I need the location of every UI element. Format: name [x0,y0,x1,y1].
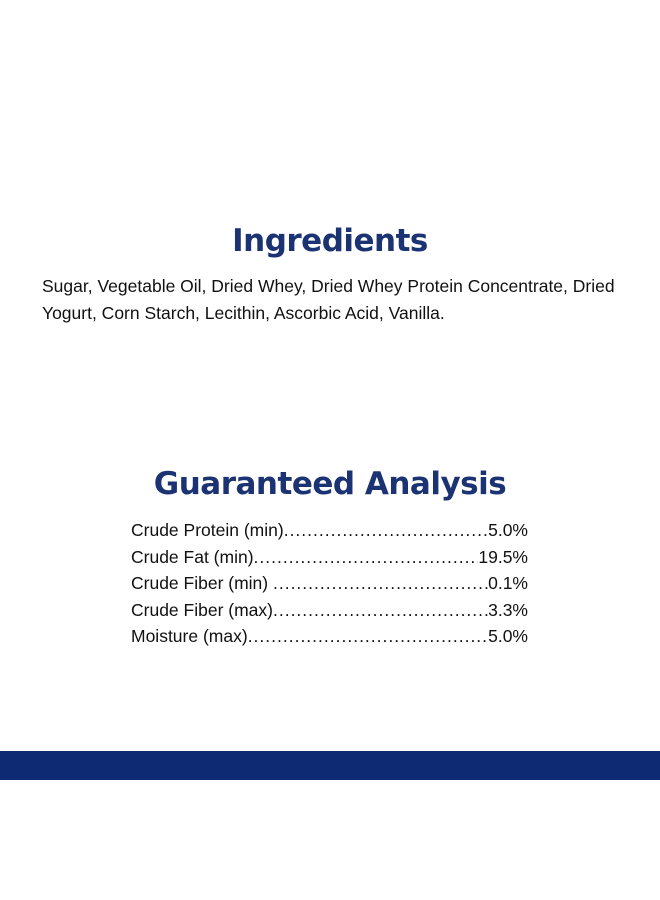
analysis-row-label: Crude Protein (min) [131,520,284,540]
guaranteed-analysis-table [131,517,528,650]
dot-leader [273,570,488,597]
analysis-row-crude-fiber-max [131,597,528,624]
analysis-row-value: 3.3% [488,599,528,620]
analysis-row-label: Crude Fiber (max) [131,599,273,620]
analysis-row-crude-protein [131,517,528,544]
dot-leader [254,544,479,571]
analysis-row-label: Moisture (max) [131,626,248,646]
ingredients-heading: Ingredients [232,223,428,259]
guaranteed-analysis-heading: Guaranteed Analysis [153,466,507,502]
dot-leader [248,623,488,650]
analysis-row-label: Crude Fiber (min) [131,573,273,593]
analysis-row-value: 19.5% [478,546,528,567]
analysis-row-value: 0.1% [488,573,528,593]
dot-leader [284,517,488,544]
analysis-row-crude-fiber-min [131,570,528,597]
analysis-row-value: 5.0% [488,520,528,540]
footer-color-bar [0,751,660,780]
analysis-row-moisture [131,623,528,650]
analysis-row-value: 5.0% [488,626,528,646]
analysis-row-label: Crude Fat (min) [131,546,254,567]
dot-leader [273,597,488,624]
ingredients-list: Sugar, Vegetable Oil, Dried Whey, Dried Whey Protein Concentrate, Dried Yogurt, Corn Starch, Lecithin, Ascorbic Acid, Vanilla. [42,276,615,323]
analysis-row-crude-fat [131,544,528,571]
